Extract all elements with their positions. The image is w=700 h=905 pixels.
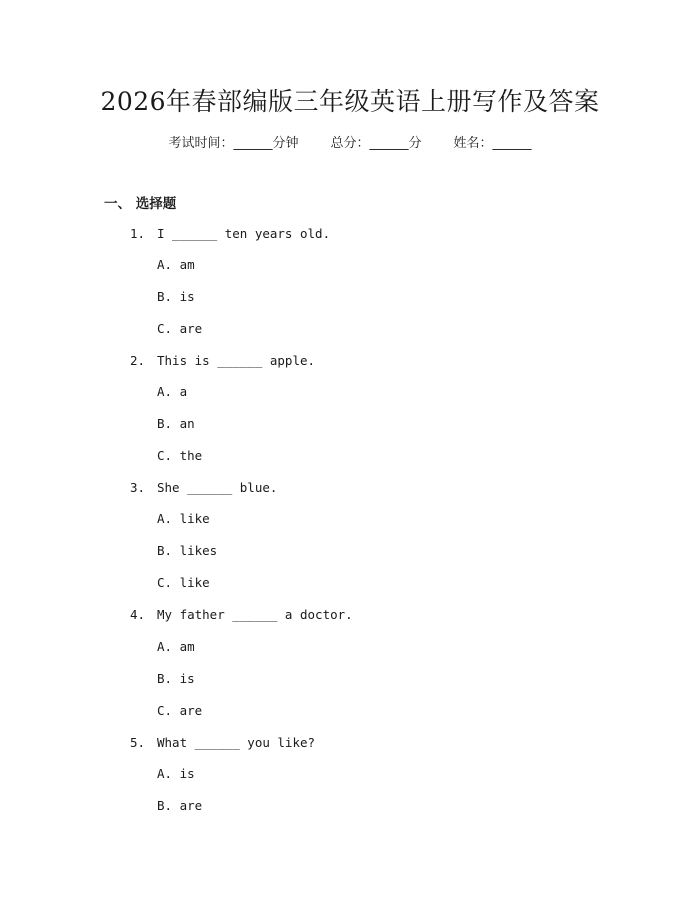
- question-text: She ______ blue.: [157, 480, 278, 495]
- question-2: [130, 353, 315, 368]
- question-number: 1.: [130, 226, 146, 241]
- exam-meta: [0, 132, 700, 151]
- exam-name: 姓名：______: [453, 136, 532, 151]
- question-text: My father ______ a doctor.: [157, 607, 353, 622]
- option: B. likes: [157, 543, 218, 558]
- section-heading: 一、 选择题: [104, 196, 177, 212]
- question-1: [130, 226, 330, 241]
- option: B. an: [157, 416, 195, 431]
- option: C. like: [157, 575, 210, 590]
- question-number: 4.: [130, 607, 146, 622]
- question-number: 2.: [130, 353, 146, 368]
- question-3: [130, 480, 277, 495]
- option: C. the: [157, 448, 203, 463]
- question-4: [130, 607, 353, 622]
- option: B. are: [157, 798, 203, 813]
- option: B. is: [157, 289, 195, 304]
- option: A. is: [157, 766, 195, 781]
- option: C. are: [157, 321, 203, 336]
- question-number: 3.: [130, 480, 146, 495]
- exam-score: 总分：______分: [330, 136, 422, 151]
- option: A. like: [157, 511, 210, 526]
- page-title: 2026年春部编版三年级英语上册写作及答案: [100, 87, 600, 116]
- option: A. a: [157, 384, 188, 399]
- question-text: What ______ you like?: [157, 735, 316, 750]
- option: B. is: [157, 671, 195, 686]
- option: A. am: [157, 639, 195, 654]
- question-text: I ______ ten years old.: [157, 226, 331, 241]
- question-5: [130, 735, 315, 750]
- option: C. are: [157, 703, 203, 718]
- option: A. am: [157, 257, 195, 272]
- question-number: 5.: [130, 735, 146, 750]
- question-text: This is ______ apple.: [157, 353, 316, 368]
- exam-time: 考试时间：______分钟: [168, 136, 299, 151]
